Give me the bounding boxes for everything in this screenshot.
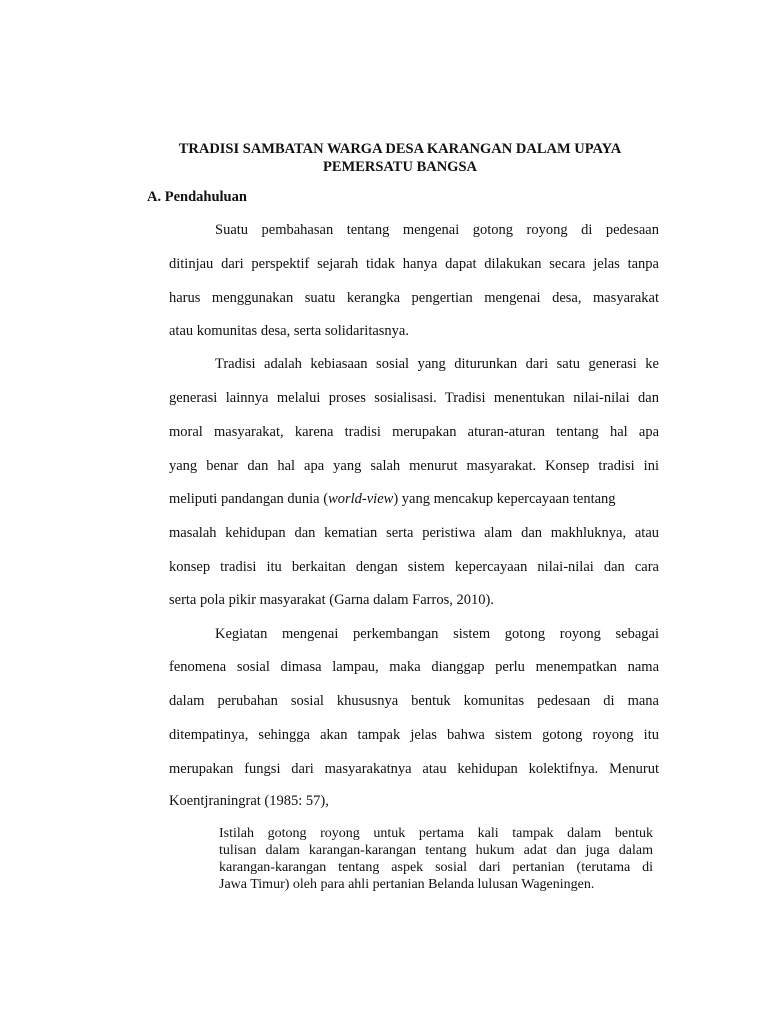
document-title-line-1: TRADISI SAMBATAN WARGA DESA KARANGAN DALAM UPAYA (178, 141, 622, 157)
paragraph-1-line: ditinjau dari perspektif sejarah tidak hanya dapat dilakukan secara jelas tanpa (169, 256, 659, 272)
paragraph-1-line: Suatu pembahasan tentang mengenai gotong royong di pedesaan (215, 222, 659, 238)
paragraph-2-line: generasi lainnya melalui proses sosialisasi. Tradisi menentukan nilai-nilai dan (169, 390, 659, 406)
paragraph-2-line: serta pola pikir masyarakat (Garna dalam Farros, 2010). (169, 592, 494, 608)
paragraph-3-line: Kegiatan mengenai perkembangan sistem gotong royong sebagai (215, 626, 659, 642)
paragraph-2-line-with-italic (169, 491, 659, 508)
block-quote-line: Istilah gotong royong untuk pertama kali tampak dalam bentuk (219, 826, 653, 841)
paragraph-3-line: fenomena sosial dimasa lampau, maka dianggap perlu menempatkan nama (169, 659, 659, 675)
paragraph-3-line: merupakan fungsi dari masyarakatnya atau kehidupan kolektifnya. Menurut (169, 761, 659, 777)
paragraph-2-line: moral masyarakat, karena tradisi merupakan aturan-aturan tentang hal apa (169, 424, 659, 440)
paragraph-2-line: konsep tradisi itu berkaitan dengan sistem kepercayaan nilai-nilai dan cara (169, 559, 659, 575)
document-title-line-2: PEMERSATU BANGSA (322, 159, 477, 175)
paragraph-2-line: masalah kehidupan dan kematian serta peristiwa alam dan makhluknya, atau (169, 525, 659, 541)
paragraph-3-line: dalam perubahan sosial khususnya bentuk komunitas pedesaan di mana (169, 693, 659, 709)
italic-term: world-view (328, 491, 394, 507)
paragraph-2-line: yang benar dan hal apa yang salah menurut masyarakat. Konsep tradisi ini (169, 458, 659, 474)
paragraph-2-line-5-part-a: meliputi pandangan dunia (world-view) yang mencakup kepercayaan tentang (169, 491, 616, 507)
block-quote-line: tulisan dalam karangan-karangan tentang hukum adat dan juga dalam (219, 843, 653, 858)
paragraph-3-line: ditempatinya, sehingga akan tampak jelas bahwa sistem gotong royong itu (169, 727, 659, 743)
block-quote-line: Jawa Timur) oleh para ahli pertanian Belanda lulusan Wageningen. (219, 877, 595, 892)
section-heading: A. Pendahuluan (147, 189, 247, 205)
paragraph-1-line: harus menggunakan suatu kerangka pengertian mengenai desa, masyarakat (169, 290, 659, 306)
block-quote-line: karangan-karangan tentang aspek sosial dari pertanian (terutama di (219, 860, 653, 875)
paragraph-1-line: atau komunitas desa, serta solidaritasnya. (169, 323, 409, 339)
paragraph-3-line: Koentjraningrat (1985: 57), (169, 793, 329, 809)
paragraph-2-line: Tradisi adalah kebiasaan sosial yang diturunkan dari satu generasi ke (215, 356, 659, 372)
